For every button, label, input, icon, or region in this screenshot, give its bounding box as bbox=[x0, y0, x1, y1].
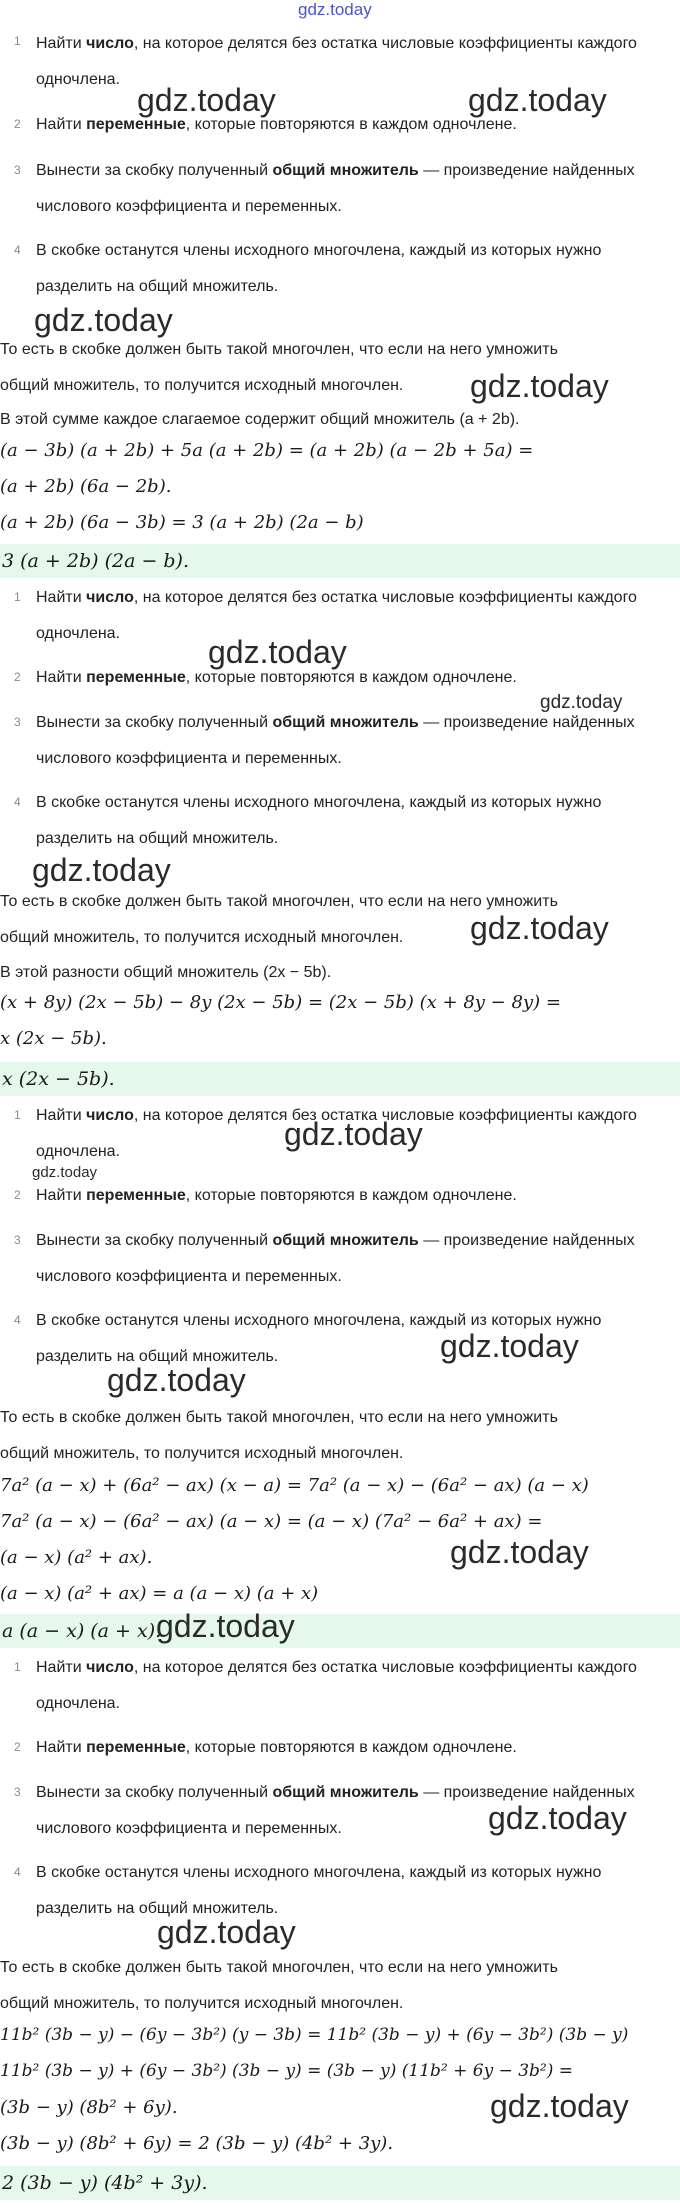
step-number: 4 bbox=[14, 1865, 21, 1879]
watermark: gdz.today bbox=[470, 368, 609, 404]
watermark: gdz.today bbox=[156, 1608, 295, 1644]
step-number: 4 bbox=[14, 1313, 21, 1327]
watermark: gdz.today bbox=[107, 1362, 246, 1398]
step-text: В скобке останутся члены исходного многочлена, каждый из которых нужно разделить на общий множитель. bbox=[36, 1864, 602, 1917]
step-number: 1 bbox=[14, 590, 21, 604]
step-number: 4 bbox=[14, 243, 21, 257]
step-text: В скобке останутся члены исходного многочлена, каждый из которых нужно разделить на общий множитель. bbox=[36, 794, 602, 847]
step-number: 4 bbox=[14, 795, 21, 809]
watermark: gdz.today bbox=[488, 1800, 627, 1836]
step-text: Вынести за скобку полученный общий множитель — произведение найденных числового коэффициента и переменных. bbox=[36, 162, 635, 215]
watermark: gdz.today bbox=[137, 82, 276, 118]
math-line: x (2x − 5b). bbox=[0, 1028, 107, 1049]
step-number: 3 bbox=[14, 1233, 21, 1247]
step-number: 2 bbox=[14, 117, 21, 131]
math-line: 7a² (a − x) − (6a² − ax) (a − x) = (a − x) (7a² − 6a² + ax) = bbox=[0, 1511, 543, 1532]
math-line: (3b − y) (8b² + 6y). bbox=[0, 2097, 178, 2118]
watermark: gdz.today bbox=[284, 1116, 423, 1152]
watermark: gdz.today bbox=[540, 692, 623, 713]
math-line: (3b − y) (8b² + 6y) = 2 (3b − y) (4b² + 3y). bbox=[0, 2133, 394, 2154]
step-text: Найти переменные, которые повторяются в каждом одночлене. bbox=[36, 1739, 517, 1756]
math-line: 11b² (3b − y) − (6y − 3b²) (y − 3b) = 11b² (3b − y) + (6y − 3b²) (3b − y) bbox=[0, 2025, 629, 2045]
step-text: В скобке останутся члены исходного многочлена, каждый из которых нужно разделить на общий множитель. bbox=[36, 1312, 602, 1365]
step-text: Найти переменные, которые повторяются в каждом одночлене. bbox=[36, 1187, 517, 1204]
note-text: В этой разности общий множитель (2x − 5b). bbox=[0, 964, 332, 981]
step-text: Найти переменные, которые повторяются в каждом одночлене. bbox=[36, 116, 517, 133]
math-line: (a − x) (a² + ax) = a (a − x) (a + x) bbox=[0, 1583, 319, 1604]
step-text: Вынести за скобку полученный общий множитель — произведение найденных числового коэффициента и переменных. bbox=[36, 714, 635, 767]
step-text: Найти переменные, которые повторяются в каждом одночлене. bbox=[36, 669, 517, 686]
watermark: gdz.today bbox=[34, 302, 173, 338]
watermark: gdz.today bbox=[32, 1164, 98, 1181]
answer-text: 2 (3b − y) (4b² + 3y). bbox=[2, 2172, 208, 2194]
note-text: В этой сумме каждое слагаемое содержит общий множитель (a + 2b). bbox=[0, 411, 520, 428]
step-number: 2 bbox=[14, 670, 21, 684]
answer-band bbox=[0, 544, 680, 578]
step-text: Найти число, на которое делятся без остатка числовые коэффициенты каждого одночлена. bbox=[36, 1107, 637, 1160]
watermark: gdz.today bbox=[450, 1534, 589, 1570]
watermark: gdz.today bbox=[490, 2088, 629, 2124]
math-line: (x + 8y) (2x − 5b) − 8y (2x − 5b) = (2x − 5b) (x + 8y − 8y) = bbox=[0, 992, 561, 1013]
answer-band bbox=[0, 1614, 680, 1648]
math-line: (a − x) (a² + ax). bbox=[0, 1547, 153, 1568]
explain-text: общий множитель, то получится исходный многочлен. bbox=[0, 1445, 404, 1462]
step-number: 3 bbox=[14, 1785, 21, 1799]
watermark: gdz.today bbox=[468, 82, 607, 118]
watermark: gdz.today bbox=[157, 1914, 296, 1950]
explain-text: То есть в скобке должен быть такой многочлен, что если на него умножить bbox=[0, 1959, 558, 1976]
explain-text: То есть в скобке должен быть такой многочлен, что если на него умножить bbox=[0, 1409, 558, 1426]
step-text: Найти число, на которое делятся без остатка числовые коэффициенты каждого одночлена. bbox=[36, 1659, 637, 1712]
step-number: 3 bbox=[14, 715, 21, 729]
step-text: Вынести за скобку полученный общий множитель — произведение найденных числового коэффициента и переменных. bbox=[36, 1784, 635, 1837]
step-number: 2 bbox=[14, 1188, 21, 1202]
watermark: gdz.today bbox=[208, 634, 347, 670]
step-number: 1 bbox=[14, 1660, 21, 1674]
explain-text: То есть в скобке должен быть такой многочлен, что если на него умножить bbox=[0, 893, 558, 910]
explain-text: общий множитель, то получится исходный многочлен. bbox=[0, 377, 404, 394]
watermark: gdz.today bbox=[32, 852, 171, 888]
step-text: Найти число, на которое делятся без остатка числовые коэффициенты каждого одночлена. bbox=[36, 35, 637, 88]
answer-text: 3 (a + 2b) (2a − b). bbox=[2, 550, 190, 572]
step-number: 1 bbox=[14, 34, 21, 48]
answer-band bbox=[0, 1062, 680, 1096]
watermark: gdz.today bbox=[440, 1328, 579, 1364]
answer-band bbox=[0, 2166, 680, 2200]
step-number: 1 bbox=[14, 1108, 21, 1122]
answer-text: x (2x − 5b). bbox=[2, 1068, 115, 1090]
explain-text: общий множитель, то получится исходный многочлен. bbox=[0, 929, 404, 946]
math-line: (a + 2b) (6a − 3b) = 3 (a + 2b) (2a − b) bbox=[0, 512, 364, 533]
watermark: gdz.today bbox=[298, 0, 372, 19]
step-text: Найти число, на которое делятся без остатка числовые коэффициенты каждого одночлена. bbox=[36, 589, 637, 642]
step-text: В скобке останутся члены исходного многочлена, каждый из которых нужно разделить на общий множитель. bbox=[36, 242, 602, 295]
step-number: 2 bbox=[14, 1740, 21, 1754]
math-line: 11b² (3b − y) + (6y − 3b²) (3b − y) = (3b − y) (11b² + 6y − 3b²) = bbox=[0, 2061, 574, 2081]
step-text: Вынести за скобку полученный общий множитель — произведение найденных числового коэффициента и переменных. bbox=[36, 1232, 635, 1285]
math-line: (a − 3b) (a + 2b) + 5a (a + 2b) = (a + 2b) (a − 2b + 5a) = bbox=[0, 440, 534, 461]
explain-text: общий множитель, то получится исходный многочлен. bbox=[0, 1995, 404, 2012]
explain-text: То есть в скобке должен быть такой многочлен, что если на него умножить bbox=[0, 341, 558, 358]
math-line: (a + 2b) (6a − 2b). bbox=[0, 476, 172, 497]
answer-text: a (a − x) (a + x). bbox=[2, 1620, 162, 1642]
step-number: 3 bbox=[14, 163, 21, 177]
math-line: 7a² (a − x) + (6a² − ax) (x − a) = 7a² (a − x) − (6a² − ax) (a − x) bbox=[0, 1475, 589, 1496]
watermark: gdz.today bbox=[470, 910, 609, 946]
